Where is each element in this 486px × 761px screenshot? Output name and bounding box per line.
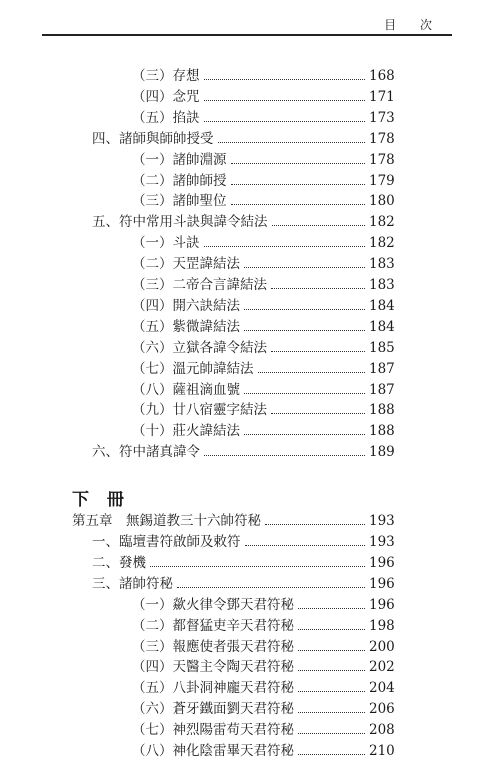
dot-leader (231, 184, 366, 185)
dot-leader (231, 163, 366, 164)
toc-entry-title: 三、諸帥符秘 (92, 575, 173, 592)
toc-entry-title: （三）二帝合言諱結法 (132, 277, 267, 293)
toc-entry (132, 338, 393, 358)
toc-page-number: 180 (369, 193, 395, 210)
toc-page-number: 182 (369, 235, 395, 252)
toc-entry (132, 254, 393, 274)
toc-entry (132, 87, 393, 107)
dot-leader (298, 733, 365, 734)
dot-leader (204, 121, 366, 122)
toc-entry-title: （二）諸帥師授 (132, 172, 227, 189)
toc-page-number: 184 (369, 297, 395, 314)
toc-entry (92, 553, 393, 573)
toc-page-number: 206 (369, 701, 395, 718)
toc-page-number: 188 (369, 423, 395, 440)
toc-entry (132, 233, 393, 253)
dot-leader (244, 309, 365, 310)
dot-leader (298, 650, 365, 651)
dot-leader (204, 246, 366, 247)
toc-entry-title: （十）莊火諱結法 (132, 423, 240, 440)
toc-entry-title: （二）天罡諱結法 (132, 256, 240, 273)
toc-entry (132, 720, 393, 740)
dot-leader (298, 754, 365, 755)
toc-entry-title: （一）諸帥淵源 (132, 151, 227, 168)
dot-leader (244, 267, 365, 268)
dot-leader (271, 413, 365, 414)
toc-entry (132, 616, 393, 636)
toc-entry-title: 五、符中常用斗訣與諱令結法 (92, 214, 268, 231)
toc-page-number: 196 (369, 596, 395, 613)
dot-leader (204, 100, 366, 101)
toc-entry (132, 66, 393, 86)
dot-leader (218, 142, 366, 143)
toc-entry (132, 421, 393, 441)
toc-page-number: 183 (369, 256, 395, 273)
dot-leader (258, 372, 366, 373)
toc-entry-title: （三）存想 (132, 68, 200, 84)
toc-entry (92, 574, 393, 594)
toc-page-number: 193 (369, 513, 395, 530)
toc-page-number: 200 (369, 638, 395, 655)
toc-entry-title: （一）歘火律令鄧天君符秘 (132, 596, 294, 613)
toc-page-number: 202 (369, 659, 395, 676)
toc-page-number: 196 (369, 575, 395, 592)
toc-page-number: 210 (369, 743, 395, 759)
toc-entry-title: （四）天醫主令陶天君符秘 (132, 659, 294, 676)
toc-entry (132, 637, 393, 657)
toc-entry-title: 六、符中諸真諱令 (92, 444, 200, 461)
toc-page-number: 184 (369, 318, 395, 335)
dot-leader (298, 608, 365, 609)
toc-entry-title: 第五章 無錫道教三十六帥符秘 (72, 513, 261, 530)
toc-entry (132, 741, 393, 761)
toc-entry-title: （六）立獄各諱令結法 (132, 339, 267, 356)
toc-entry (132, 678, 393, 698)
dot-leader (271, 288, 365, 289)
toc-page-number: 178 (369, 130, 395, 147)
toc-entry-title: （五）掐訣 (132, 109, 200, 126)
dot-leader (244, 434, 365, 435)
toc-entry (132, 699, 393, 719)
dot-leader (298, 712, 365, 713)
toc-entry-title: （一）斗訣 (132, 235, 200, 252)
toc-entry (132, 359, 393, 379)
dot-leader (244, 393, 365, 394)
dot-leader (204, 455, 365, 456)
toc-entry-title: （六）蒼牙鐵面劉天君符秘 (132, 701, 294, 718)
part-heading: 下 冊 (72, 490, 130, 511)
toc-entry-title: 四、諸師與師帥授受 (92, 130, 214, 147)
toc-entry-title: （四）開六訣結法 (132, 297, 240, 314)
toc-entry (72, 511, 393, 531)
toc-page-number: 178 (369, 151, 395, 168)
toc-entry (132, 380, 393, 400)
toc-entry (92, 442, 393, 462)
toc-page-number: 196 (369, 554, 395, 571)
toc-entry-title: （二）都督猛吏辛天君符秘 (132, 617, 294, 634)
toc-entry-title: （九）廿八宿靈字結法 (132, 402, 267, 419)
dot-leader (204, 79, 366, 80)
dot-leader (298, 629, 365, 630)
toc-entry (132, 400, 393, 420)
toc-entry (132, 150, 393, 170)
toc-entry-title: （四）念咒 (132, 88, 200, 105)
toc-page-number: 173 (369, 109, 395, 126)
dot-leader (272, 225, 366, 226)
dot-leader (244, 330, 365, 331)
toc-page-number: 185 (369, 339, 395, 356)
toc-entry (132, 191, 393, 211)
toc-page-number: 193 (369, 534, 395, 550)
dot-leader (177, 587, 365, 588)
dot-leader (150, 566, 365, 567)
dot-leader (271, 351, 365, 352)
dot-leader (231, 204, 366, 205)
toc-entry (92, 129, 393, 149)
toc-page-number: 198 (369, 617, 395, 634)
toc-page-number: 179 (369, 172, 395, 189)
toc-entry-title: （五）八卦洞神龐天君符秘 (132, 680, 294, 697)
toc-entry (132, 275, 393, 295)
dot-leader (298, 670, 365, 671)
page-header (42, 14, 452, 36)
toc-entry-title: （三）諸帥聖位 (132, 193, 227, 210)
toc-entry (132, 296, 393, 316)
toc-page-number: 182 (369, 214, 395, 231)
toc-page-number: 187 (369, 381, 395, 398)
toc-page-number: 189 (369, 444, 395, 461)
toc-page-number: 171 (369, 88, 395, 105)
toc-page-number: 183 (369, 277, 395, 293)
toc-entry-title: （五）紫微諱結法 (132, 318, 240, 335)
toc-page-number: 208 (369, 722, 395, 739)
toc-entry-title: （七）溫元帥諱結法 (132, 360, 254, 377)
toc-page-number: 187 (369, 360, 395, 377)
toc-entry-title: （三）報應使者張天君符秘 (132, 638, 294, 655)
toc-entry-title: 二、發機 (92, 554, 146, 571)
toc-entry-title: （七）神烈陽雷苟天君符秘 (132, 722, 294, 739)
header-rule (42, 34, 452, 36)
toc-entry-title: 一、臨壇書符啟師及敕符 (92, 534, 241, 550)
toc-entry (92, 212, 393, 232)
dot-leader (265, 524, 365, 525)
toc-entry (132, 595, 393, 615)
dot-leader (245, 545, 366, 546)
toc-entry (132, 108, 393, 128)
toc-entry (132, 317, 393, 337)
toc-entry (132, 171, 393, 191)
dot-leader (298, 691, 365, 692)
toc-entry-title: （八）薩祖滴血號 (132, 381, 240, 398)
toc-page-number: 204 (369, 680, 395, 697)
toc-entry-title: （八）神化陰雷畢天君符秘 (132, 743, 294, 759)
toc-entry (92, 532, 393, 552)
toc-entry (132, 657, 393, 677)
header-title: 目 次 (384, 18, 442, 32)
toc-page-number: 168 (369, 68, 395, 84)
toc-page-number: 188 (369, 402, 395, 419)
